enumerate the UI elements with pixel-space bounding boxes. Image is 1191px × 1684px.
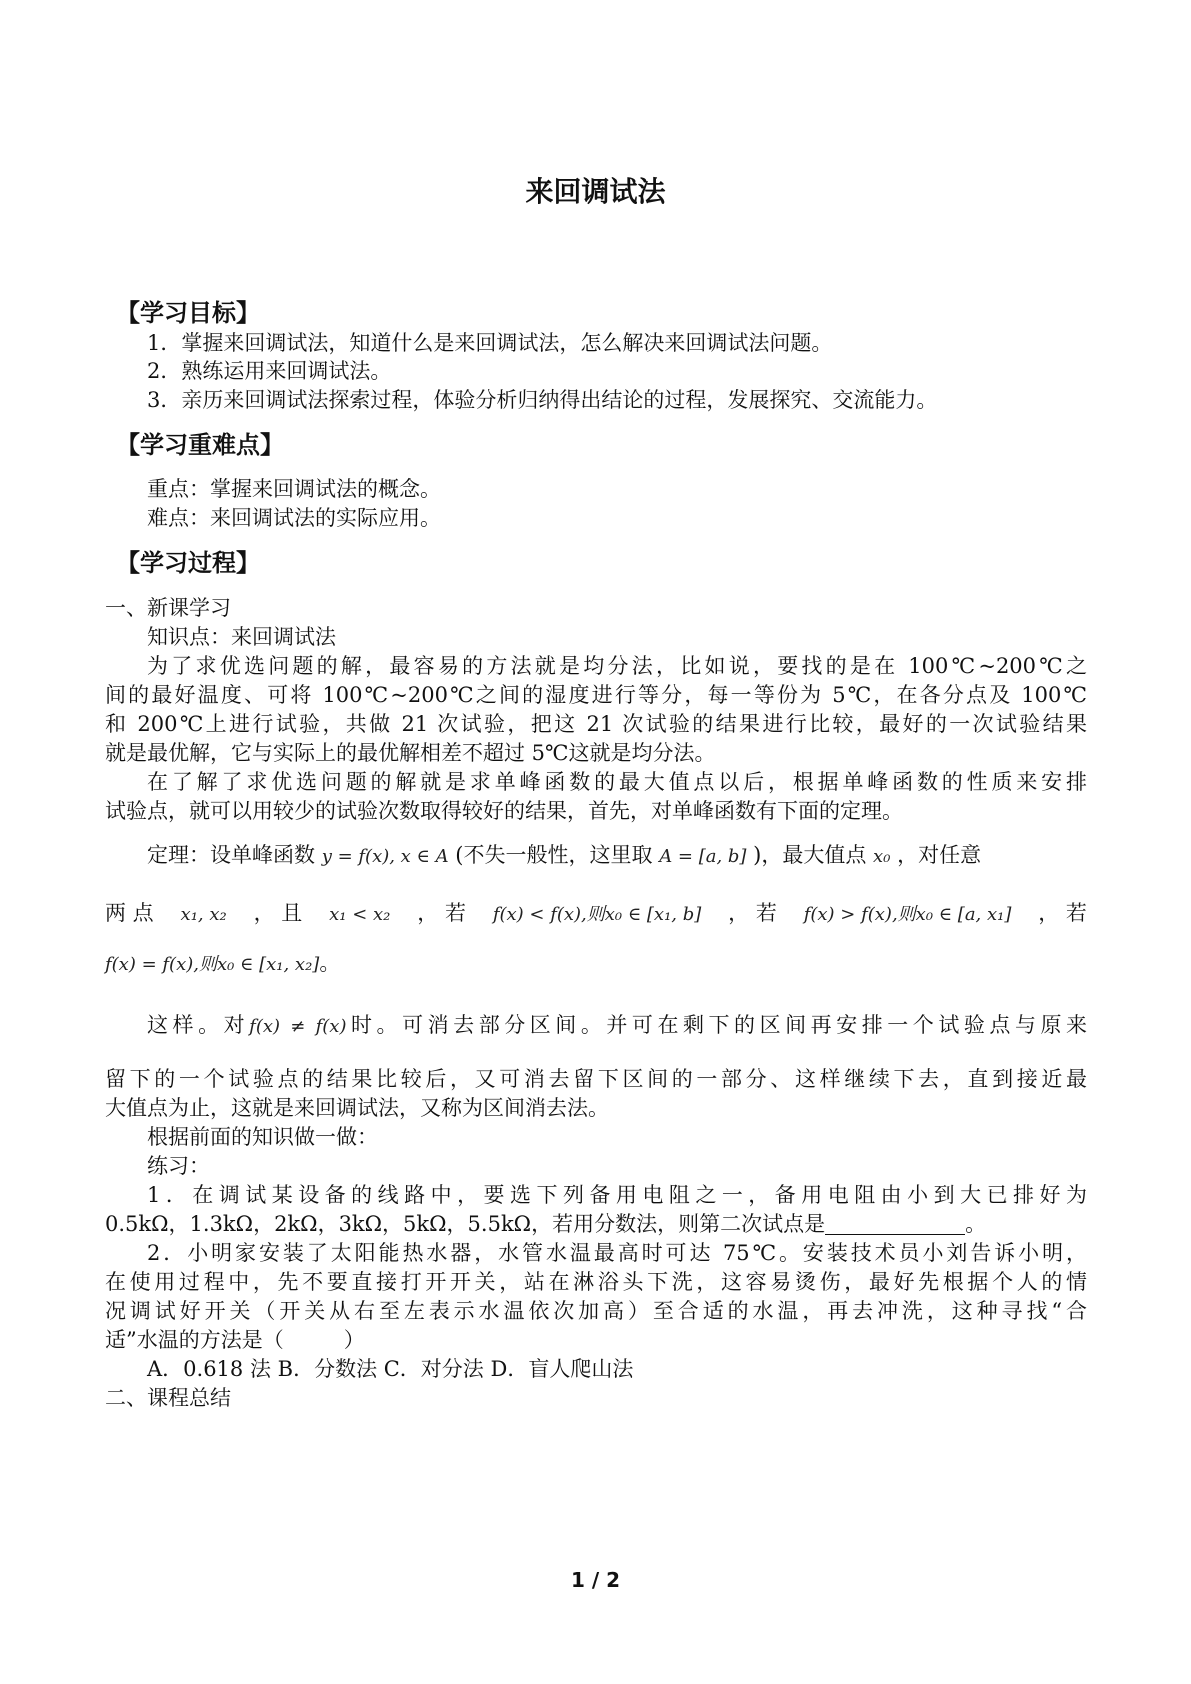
practice-intro: 根据前面的知识做一做： — [147, 1125, 378, 1149]
formula-interval-a: A = [a, b] — [659, 846, 747, 867]
formula-unimodal-function: y = f(x), x ∈ A — [321, 846, 449, 867]
paragraph-1-line-1: 为了求优选问题的解，最容易的方法就是均分法，比如说，要找的是在 100℃~200℃之 — [147, 654, 1087, 678]
theorem-text-g: ， 若 — [417, 901, 466, 925]
question-1-line-1: 1．在调试某设备的线路中，要选下列备用电阻之一，备用电阻由小到大已排好为 — [147, 1183, 1087, 1207]
page-title: 来回调试法 — [525, 175, 666, 208]
question-2-end: ） — [343, 1328, 365, 1352]
question-2-line-4 — [105, 1325, 365, 1355]
goal-item-2: 2．熟练运用来回调试法。 — [147, 359, 392, 383]
paragraph-3-text-a: 这样。对 — [147, 1013, 250, 1037]
goal-item-1: 1．掌握来回调试法，知道什么是来回调试法，怎么解决来回调试法问题。 — [147, 331, 833, 355]
page-number: 1 / 2 — [570, 1568, 621, 1592]
theorem-text-i: ， 若 — [1038, 901, 1087, 925]
question-1-end: 。 — [965, 1212, 987, 1236]
section-heading-keypoints: 【学习重难点】 — [116, 431, 284, 459]
formula-case-equal: f(x) = f(x),则x₀ ∈ [x₁, x₂] — [105, 954, 320, 975]
theorem-text-b: (不失一般性，这里取 — [455, 843, 653, 867]
theorem-line-2 — [105, 898, 1087, 930]
part2-heading: 二、课程总结 — [105, 1386, 231, 1410]
question-2-text: 适”水温的方法是（ — [105, 1328, 284, 1352]
theorem-text-d: ，对任意 — [897, 843, 982, 867]
paragraph-2-line-2: 试验点，就可以用较少的试验次数取得较好的结果，首先，对单峰函数有下面的定理。 — [105, 799, 903, 823]
formula-order: x₁ < x₂ — [329, 904, 391, 925]
question-1-text: 0.5kΩ，1.3kΩ，2kΩ，3kΩ，5kΩ，5.5kΩ，若用分数法，则第二次试点是 — [105, 1212, 826, 1236]
keypoint-focus: 重点：掌握来回调试法的概念。 — [147, 477, 441, 501]
formula-not-equal: f(x) ≠ f(x) — [249, 1016, 347, 1037]
question-2-line-1: 2．小明家安装了太阳能热水器，水管水温最高时可达 75℃。安装技术员小刘告诉小明， — [147, 1241, 1087, 1265]
question-1-line-2 — [105, 1209, 986, 1239]
formula-points: x₁, x₂ — [180, 904, 227, 925]
question-2-line-3: 况调试好开关（开关从右至左表示水温依次加高）至合适的水温，再去冲洗，这种寻找“合 — [105, 1299, 1087, 1323]
question-2-line-2: 在使用过程中，先不要直接打开开关，站在淋浴头下洗，这容易烫伤，最好先根据个人的情 — [105, 1270, 1087, 1294]
paragraph-1-line-3: 和 200℃上进行试验，共做 21 次试验，把这 21 次试验的结果进行比较，最好的一次试验结果 — [105, 712, 1087, 736]
paragraph-3-line-3: 大值点为止，这就是来回调试法，又称为区间消去法。 — [105, 1096, 609, 1120]
theorem-text-h: ， 若 — [728, 901, 777, 925]
theorem-line-3 — [105, 948, 340, 980]
theorem-text-j: 。 — [319, 951, 341, 975]
section-heading-goals: 【学习目标】 — [116, 299, 260, 327]
practice-label: 练习： — [147, 1154, 210, 1178]
theorem-text-c: )，最大值点 — [753, 843, 867, 867]
theorem-text-a: 定理：设单峰函数 — [147, 843, 315, 867]
keypoint-difficulty: 难点：来回调试法的实际应用。 — [147, 506, 441, 530]
knowledge-heading: 知识点：来回调试法 — [147, 625, 336, 649]
question-2-options: A．0.618 法 B．分数法 C．对分法 D．盲人爬山法 — [147, 1357, 634, 1381]
paragraph-2-line-1: 在了解了求优选问题的解就是求单峰函数的最大值点以后，根据单峰函数的性质来安排 — [147, 770, 1087, 794]
part1-heading: 一、新课学习 — [105, 596, 231, 620]
goal-item-3: 3．亲历来回调试法探索过程，体验分析归纳得出结论的过程，发展探究、交流能力。 — [147, 388, 938, 412]
paragraph-3-text-b: 时。可消去部分区间。并可在剩下的区间再安排一个试验点与原来 — [346, 1013, 1088, 1037]
paragraph-3-line-1 — [147, 1010, 1087, 1042]
formula-case-less: f(x) < f(x),则x₀ ∈ [x₁, b] — [492, 904, 702, 925]
paragraph-1-line-2: 间的最好温度、可将 100℃~200℃之间的湿度进行等分，每一等份为 5℃，在各分点及 100℃ — [105, 683, 1087, 707]
formula-case-greater: f(x) > f(x),则x₀ ∈ [a, x₁] — [803, 904, 1012, 925]
paragraph-1-line-4: 就是最优解，它与实际上的最优解相差不超过 5℃这就是均分法。 — [105, 741, 716, 765]
section-heading-process: 【学习过程】 — [116, 549, 260, 577]
formula-max-point: x₀ — [873, 846, 891, 867]
answer-blank[interactable] — [825, 1212, 965, 1235]
theorem-line-1 — [147, 840, 981, 872]
theorem-text-e: 两 点 — [105, 901, 154, 925]
theorem-text-f: ， 且 — [253, 901, 303, 925]
paragraph-3-line-2: 留下的一个试验点的结果比较后，又可消去留下区间的一部分、这样继续下去，直到接近最 — [105, 1067, 1087, 1091]
